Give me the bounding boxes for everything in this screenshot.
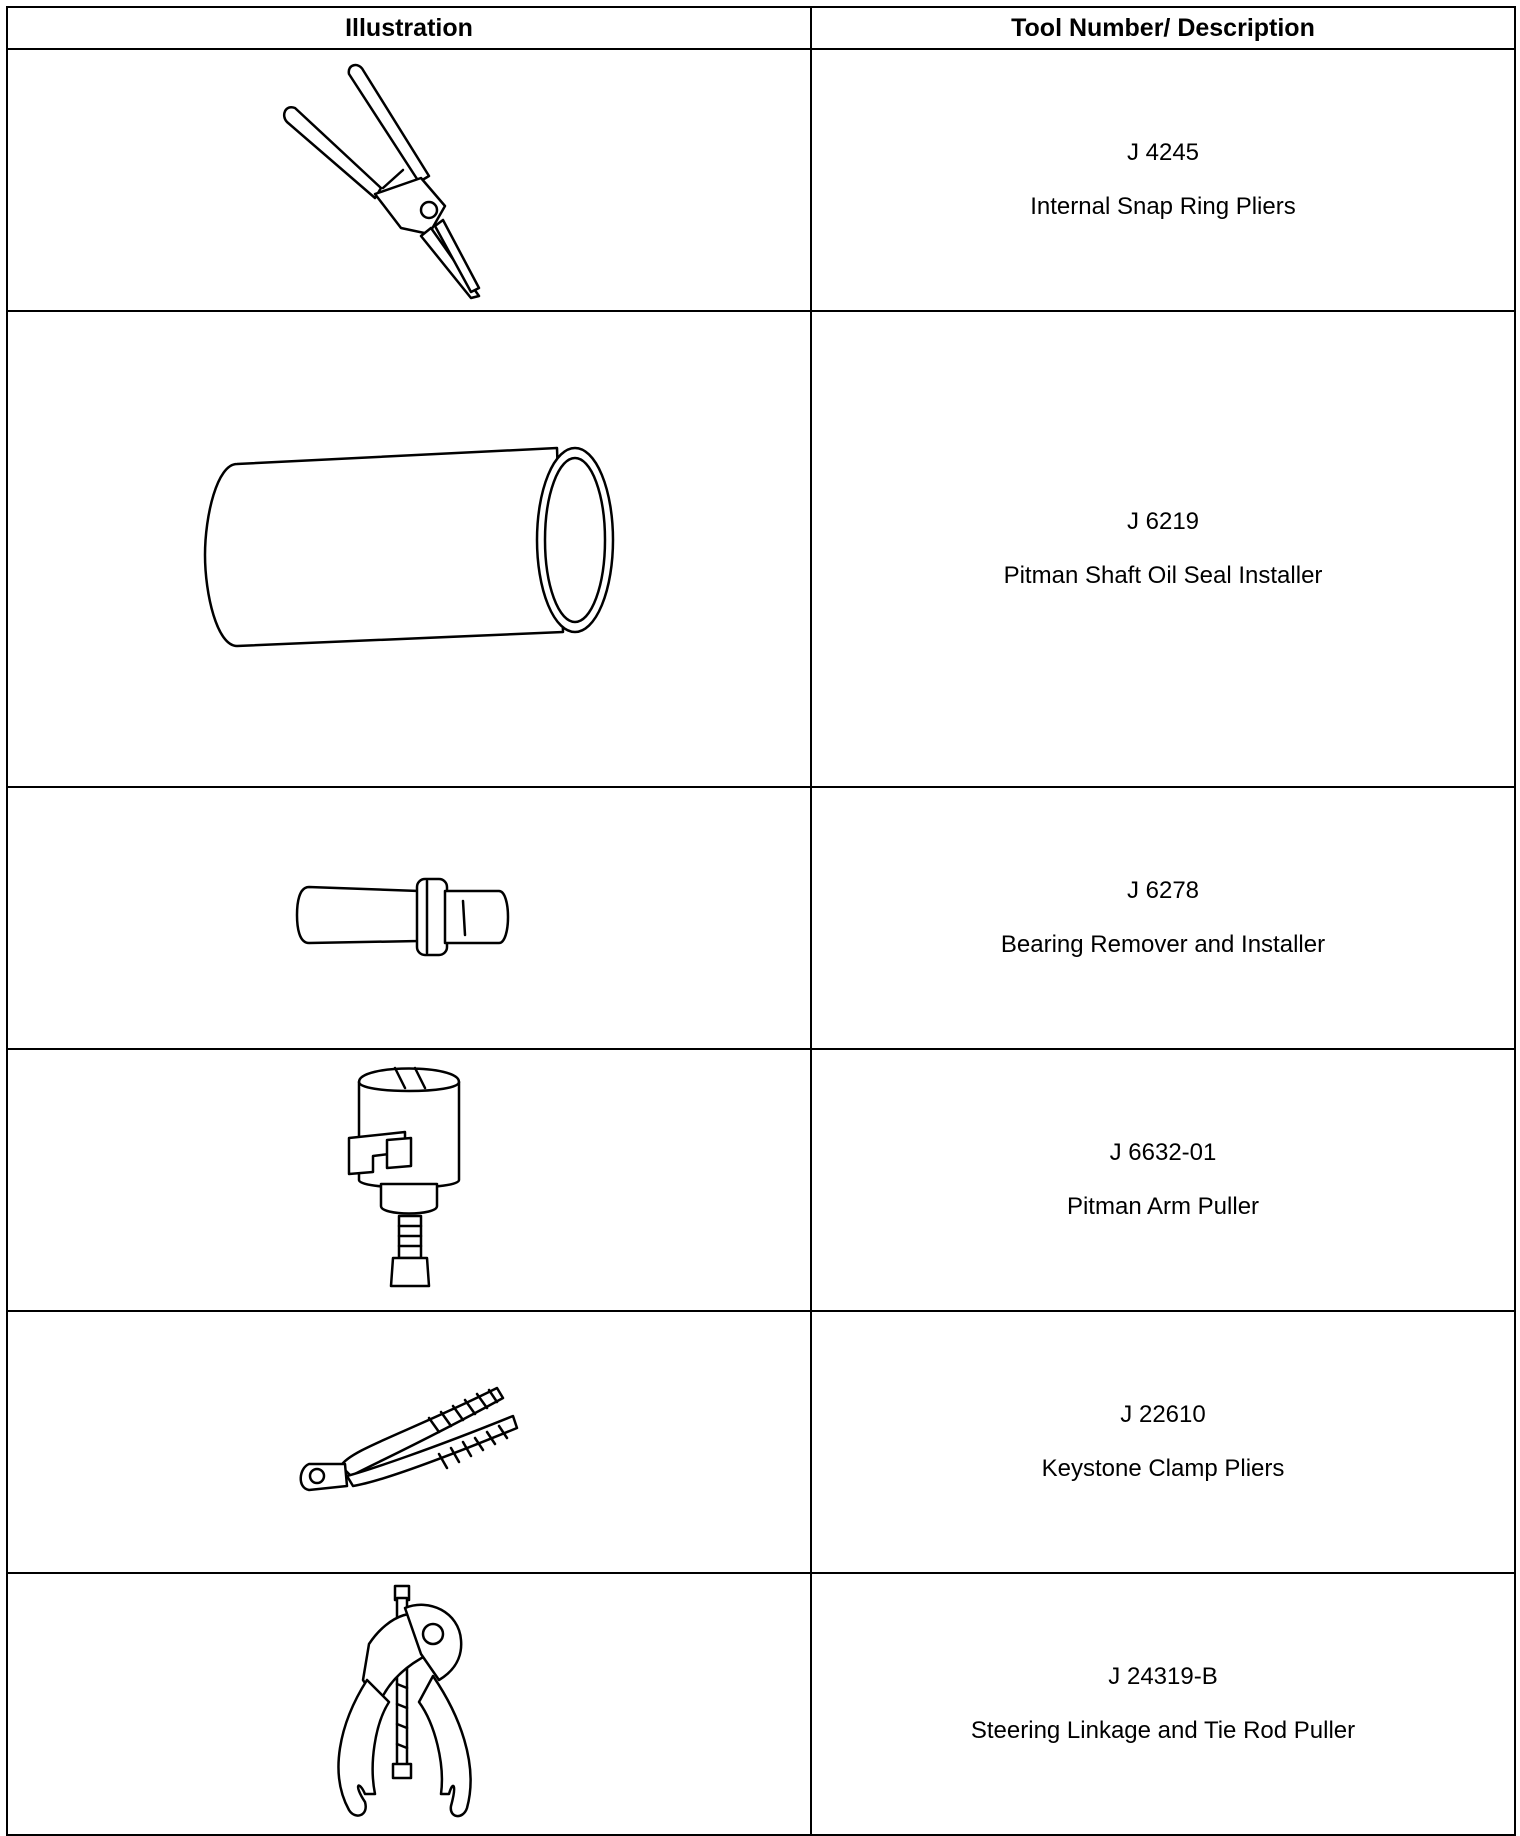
tool-name: Bearing Remover and Installer xyxy=(1000,931,1326,958)
description-cell xyxy=(811,311,1515,787)
illustration-cell xyxy=(7,1573,811,1835)
table-row xyxy=(7,1311,1515,1573)
tool-number: J 4245 xyxy=(1126,139,1200,166)
description-cell xyxy=(811,1573,1515,1835)
illustration-cell xyxy=(7,1311,811,1573)
description-cell xyxy=(811,787,1515,1049)
header-description: Tool Number/ Description xyxy=(811,7,1515,49)
bearing-tool-icon xyxy=(289,873,529,963)
tool-number: J 22610 xyxy=(1120,1401,1206,1428)
tool-name: Keystone Clamp Pliers xyxy=(1041,1455,1285,1482)
table-row xyxy=(7,49,1515,311)
tool-number: J 6632-01 xyxy=(1109,1139,1217,1166)
table-row xyxy=(7,787,1515,1049)
description-cell xyxy=(811,49,1515,311)
table-header-row xyxy=(7,7,1515,49)
tool-name: Internal Snap Ring Pliers xyxy=(1030,193,1296,220)
tool-name: Steering Linkage and Tie Rod Puller xyxy=(970,1717,1356,1744)
special-tools-table xyxy=(6,6,1516,1836)
table-row xyxy=(7,1049,1515,1311)
illustration-cell xyxy=(7,49,811,311)
table-row xyxy=(7,1573,1515,1835)
tool-name: Pitman Arm Puller xyxy=(1066,1193,1260,1220)
illustration-cell xyxy=(7,311,811,787)
illustration-cell xyxy=(7,787,811,1049)
header-illustration: Illustration xyxy=(7,7,811,49)
tool-number: J 24319-B xyxy=(1108,1663,1218,1690)
description-cell xyxy=(811,1311,1515,1573)
tool-number: J 6278 xyxy=(1126,877,1200,904)
oil-seal-installer-icon xyxy=(189,444,629,654)
keystone-clamp-pliers-icon xyxy=(289,1372,529,1512)
tool-number: J 6219 xyxy=(1126,508,1200,535)
pitman-arm-puller-icon xyxy=(329,1060,489,1300)
tool-name: Pitman Shaft Oil Seal Installer xyxy=(1003,562,1323,589)
tie-rod-puller-icon xyxy=(309,1584,509,1824)
snap-ring-pliers-icon xyxy=(279,60,539,300)
description-cell xyxy=(811,1049,1515,1311)
table-row xyxy=(7,311,1515,787)
illustration-cell xyxy=(7,1049,811,1311)
